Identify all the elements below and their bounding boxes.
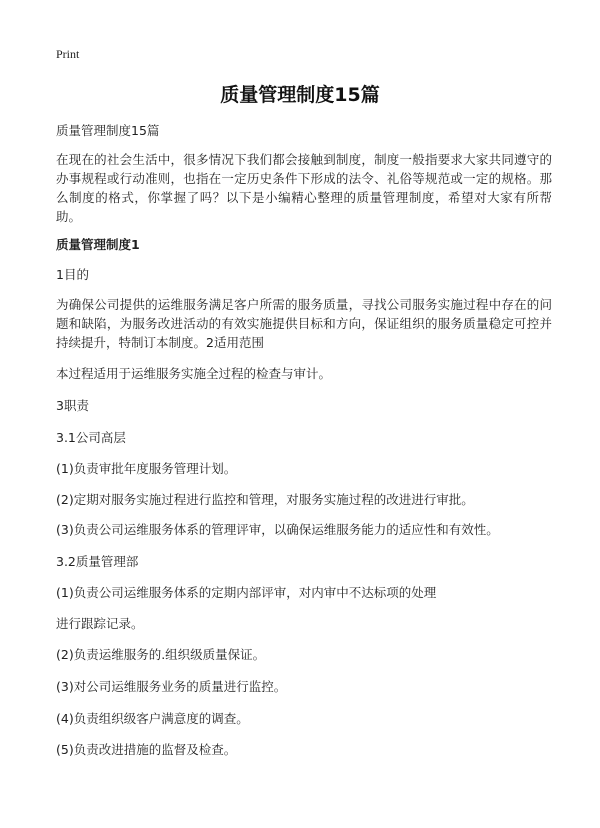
list-item: (3)负责公司运维服务体系的管理评审，以确保运维服务能力的适应性和有效性。 [56, 522, 499, 537]
list-item: (4)负责组织级客户满意度的调查。 [56, 711, 249, 726]
print-link[interactable]: Print [56, 47, 80, 61]
document-subtitle: 质量管理制度15篇 [56, 123, 160, 138]
paragraph-scope-body: 本过程适用于运维服务实施全过程的检查与审计。 [56, 366, 332, 381]
page-title: 质量管理制度15篇 [220, 84, 380, 106]
paragraph-purpose-body: 为确保公司提供的运维服务满足客户所需的服务质量，寻找公司服务实施过程中存在的问题和缺陷，为服务改进活动的有效实施提供目标和方向，保证组织的服务质量稳定可控并持续提升，特制订本制度。2适用范围 [56, 297, 552, 350]
list-item: (5)负责改进措施的监督及检查。 [56, 742, 237, 757]
paragraph-duties-heading: 3职责 [56, 398, 89, 413]
list-item: (3)对公司运维服务业务的质量进行监控。 [56, 679, 287, 694]
list-item: (1)负责审批年度服务管理计划。 [56, 461, 237, 476]
paragraph-duties-quality-dept: 3.2质量管理部 [56, 554, 139, 569]
list-item: (1)负责公司运维服务体系的定期内部评审，对内审中不达标项的处理 [56, 585, 437, 600]
list-item: (2)定期对服务实施过程进行监控和管理，对服务实施过程的改进进行审批。 [56, 492, 474, 507]
list-item: (2)负责运维服务的.组织级质量保证。 [56, 647, 266, 662]
list-item-continuation: 进行跟踪记录。 [56, 616, 144, 631]
section-heading: 质量管理制度1 [56, 237, 140, 252]
paragraph-duties-management: 3.1公司高层 [56, 430, 126, 445]
intro-paragraph: 在现在的社会生活中，很多情况下我们都会接触到制度，制度一般指要求大家共同遵守的办事规程或行动准则，也指在一定历史条件下形成的法令、礼俗等规范或一定的规格。那么制度的格式，你掌握了吗？以下是小编精心整理的质量管理制度，希望对大家有所帮助。 [56, 152, 552, 224]
paragraph-purpose-heading: 1目的 [56, 267, 89, 282]
